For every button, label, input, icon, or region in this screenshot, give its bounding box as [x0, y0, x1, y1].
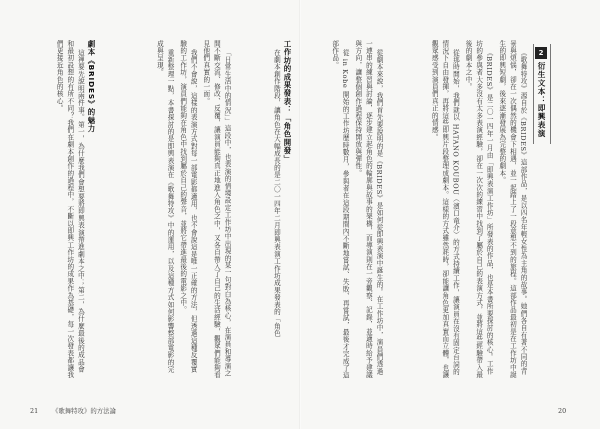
- left-col-1-heading: 工作坊的成果發表：「角色開發」: [283, 40, 292, 163]
- section-number: 2: [535, 47, 547, 59]
- right-col-2-para-2: 從 in Kobe 開始的工作坊歷時數月，參與者在這段期間內不斷地嘗試、失敗、再嘗試，最後才完成了這部作品。: [330, 40, 350, 380]
- right-col-1-para-2: 《BRIDES》是二〇一四年一月由「即興表演工作坊」所發表的作品，也是本書所要探討的核心。工作坊的參與者大多沒有太多表演經驗，卻在一次次的練習中找到了屬於自己的表演方式，並將這些經驗帶入最後的劇本之中。: [464, 40, 494, 379]
- left-col-3-para: 這裡要先說明兩件事。第一，為什麼我們會想要將即興表演帶進劇本之中；第二，為什麼最後的成品會和最初設想的有所不同？我們在劇本創作的過程中，不斷以即興工作坊的成果作為基礎，每一次發表都讓我們更接近角色的核心。: [55, 40, 85, 379]
- right-col-2-para-1: 從劇本來說，我們首先要說明的是《BRIDES》是如何從即興表演中誕生的。在工作坊中，演員們透過一連串的練習與討論，逐步建立起角色的輪廓與故事的架構，而導演則在一旁觀察、記錄，並適時給予建議與方向，讓整個創作過程保持開放與彈性。: [353, 40, 383, 379]
- left-col-2-para-2: 我們不會說，這樣的表演方式對每一部電影都適用，也不會說這是唯一正確的方法，但透過這種反覆實驗的工作坊，演員們能夠在角色中找到屬於自己的聲音，並將它帶進最後的電影之中。: [178, 40, 198, 374]
- left-page-number: 21: [30, 407, 39, 415]
- left-col-1-para: 在劇本創作階段，讓角色在大幅成長的是二〇一四年二月即興表演工作坊成果發表的「角色: [272, 49, 281, 338]
- right-col-1-para-3: 從那時開始，我們就以 HATANO KOUBOU（濱口竜介）的方式持續工作，讓演員在沒有固定台詞的情況下自由發揮，再將這些即興片段整理成劇本。這樣的方式雖然耗時，卻能讓角色更加真實而立體，也讓觀眾感受到演員們真正的情感。: [430, 40, 460, 379]
- left-col-3: [40, 40, 96, 380]
- left-col-2-para-1: 「日常生活中的情況」」這段中，也表演的情境設定工作坊中出現的某一句對白為核心，在演員和導演之間不斷交流、修改、反覆，讓演員能夠真正地進入角色之中，又各自帶入了自己的生活經驗，觀眾們能夠看見他們真實的一面。: [201, 40, 231, 379]
- right-page-number: 20: [558, 407, 567, 415]
- left-running-head: 《歌舞特攻》的方法論: [52, 407, 116, 415]
- right-col-1-para-1: 《歌舞特攻》源自於《BRIDES》這部作品，是以四名年輕女性為主角的故事。她們各自有著不同的背景與煩惱，卻在一次偶然的機會下相遇，並一起踏上了一段意想不到的旅程。這部作品最初是在工作坊中誕生的即興短劇，後來逐漸發展為完整的劇本。: [497, 40, 527, 379]
- right-col-2: [318, 40, 384, 380]
- left-col-2: [100, 40, 232, 380]
- right-col-1: [390, 40, 528, 380]
- left-col-1: [236, 40, 292, 380]
- left-col-2-para-3: 重新整理一點，本書探討的是即興表演在《歌舞特攻》中的運用，以及這種方式如何影響整部電影的完成與呈現。: [155, 40, 175, 374]
- section-title: 衍生文本：即興表演: [537, 62, 546, 138]
- left-col-3-heading: 劇本《BRIDES》的魅力: [87, 40, 96, 133]
